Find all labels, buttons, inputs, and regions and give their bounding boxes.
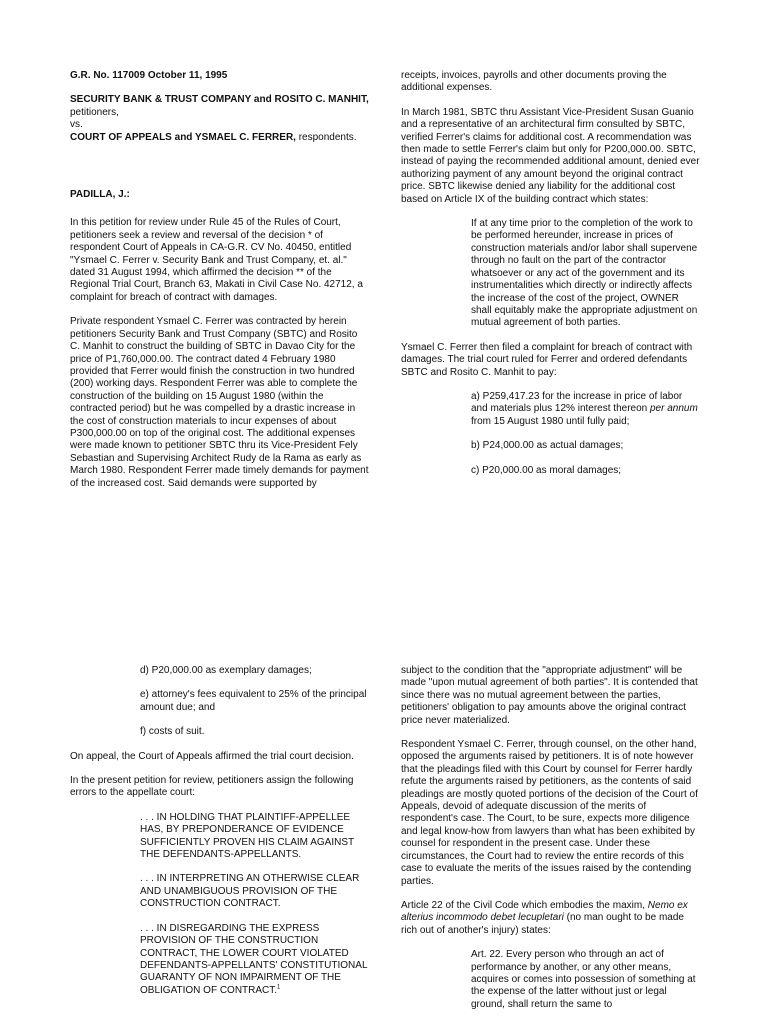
error-text: . . . IN DISREGARDING THE EXPRESS PROVISION OF THE CONSTRUCTION CONTRACT, THE LOWER COURT VIOLATED DEFENDANTS-APPELLANTS' CONSTITUTIONAL GUARANTY OF NON IMPAIRMENT OF THE OBLIGATION OF CONTRACT. [140, 922, 368, 996]
contract-quote: If at any time prior to the completion of the work to be performed hereunder, increase in prices of construction materials and/or labor shall supervene through no fault on the part of the contractor whatsoever or any act of the government and its instrumentalities which directly or indirectly affects the increase of the cost of the project, OWNER shall equitably make the appropriate adjustment on mutual agreement of both parties. [471, 218, 698, 329]
award-item: c) P20,000.00 as moral damages; [471, 464, 622, 476]
paragraph: Private respondent Ysmael C. Ferrer was contracted by herein petitioners Security Bank and Trust Company (SBTC) and Rosito C. Manhit to construct the building of SBTC in Davao City for the price of P1,760,000.00. The contract dated 4 February 1980 provided that Ferrer would finish the construction in two hundred (200) working days. Respondent Ferrer was able to complete the construction of the building on 15 August 1980 (within the contracted period) but he was compelled by a drastic increase in the cost of construction materials to incur expenses of about P300,000.00 on top of the original cost. The additional expenses were made known to petitioner SBTC thru its Vice-President Fely Sebastian and Supervising Architect Rudy de la Rama as early as March 1980. Respondent Ferrer made timely demands for payment of the increased cost. Said demands were supported by [70, 316, 369, 489]
award-text: a) P259,417.23 for the increase in price of labor and materials plus 12% interest thereon [471, 390, 683, 415]
award-italic: per annum [650, 403, 698, 415]
petitioners-name: SECURITY BANK & TRUST COMPANY and ROSITO C. MANHIT, [70, 94, 369, 106]
paragraph: In the present petition for review, petitioners assign the following errors to the appellate court: [70, 775, 354, 799]
paragraph: Respondent Ysmael C. Ferrer, through counsel, on the other hand, opposed the arguments raised by petitioners. It is of note however that the pleadings filed with this Court by counsel for Ferrer hardly refute the arguments raised by petitioners, as the contents of said pleadings are mostly quoted portions of the decision of the Court of Appeals, devoid of adequate discussion of the merits of respondent's case. The Court, to be sure, expects more diligence and legal know-how from lawyers than what has been exhibited by counsel for respondent in the present case. Under these circumstances, the Court had to review the entire records of this case to evaluate the merits of the issues raised by the contending parties. [401, 739, 698, 887]
paragraph: subject to the condition that the "appropriate adjustment" will be made "upon mutual agreement of both parties". It is contended that since there was no mutual agreement between the parties, petitioners' obligation to pay amounts above the original contract price never materialized. [401, 665, 698, 726]
paragraph [401, 900, 701, 937]
award-item: e) attorney's fees equivalent to 25% of the principal amount due; and [140, 689, 367, 713]
paragraph-text: (no man ought to be made rich out of another's injury) states: [401, 912, 684, 936]
respondents-line [70, 132, 370, 144]
case-number: G.R. No. 117009 October 11, 1995 [70, 70, 228, 81]
respondents-label: respondents. [295, 131, 357, 143]
award-text: from 15 August 1980 until fully paid; [471, 415, 630, 427]
ponente: PADILLA, J.: [70, 189, 130, 201]
petitioners-line [70, 94, 370, 119]
paragraph-text: Article 22 of the Civil Code which embodies the maxim, [401, 899, 648, 911]
document-page-2 [0, 645, 768, 1024]
page1-left-column [70, 70, 370, 502]
award-item: b) P24,000.00 as actual damages; [471, 440, 624, 452]
assigned-error: . . . IN INTERPRETING AN OTHERWISE CLEAR AND UNAMBIGUOUS PROVISION OF THE CONSTRUCTION CONTRACT. [140, 873, 360, 910]
paragraph: On appeal, the Court of Appeals affirmed the trial court decision. [70, 750, 354, 762]
paragraph: Ysmael C. Ferrer then filed a complaint for breach of contract with damages. The trial court ruled for Ferrer and ordered defendants SBTC and Rosito C. Manhit to pay: [401, 341, 693, 378]
page2-left-column [70, 665, 370, 1009]
respondents-name: COURT OF APPEALS and YSMAEL C. FERRER, [70, 131, 296, 143]
assigned-error [140, 923, 370, 997]
page2-right-column [401, 665, 701, 1023]
paragraph: In March 1981, SBTC thru Assistant Vice-President Susan Guanio and a representative of an architectural firm consulted by SBTC, verified Ferrer's claims for additional cost. A recommendation was then made to settle Ferrer's claim but only for P200,000.00. SBTC, instead of paying the recommended additional amount, denied ever authorizing payment of any amount beyond the original contract price. SBTC likewise denied any liability for the additional cost based on Article IX of the building contract which states: [401, 106, 700, 205]
award-item: d) P20,000.00 as exemplary damages; [140, 665, 312, 676]
paragraph: receipts, invoices, payrolls and other documents proving the additional expenses. [401, 70, 667, 94]
latin-maxim: Nemo ex alterius incommodo debet lecupletari [401, 899, 688, 924]
page1-right-column [401, 70, 701, 489]
assigned-error: . . . IN HOLDING THAT PLAINTIFF-APPELLEE HAS, BY PREPONDERANCE OF EVIDENCE SUFFICIENTLY PROVEN HIS CLAIM AGAINST THE DEFENDANTS-APPELLANTS. [140, 811, 354, 861]
civil-code-quote: Art. 22. Every person who through an act of performance by another, or any other means, acquires or comes into possession of something at the expense of the latter without just or legal ground, shall return the same to [471, 949, 696, 1010]
award-item: f) costs of suit. [140, 726, 205, 738]
versus: vs. [70, 119, 83, 131]
page-gap [0, 600, 768, 645]
petitioners-label: petitioners, [70, 106, 119, 118]
award-item [471, 391, 701, 428]
footnote-marker[interactable]: 1 [277, 984, 281, 991]
paragraph: In this petition for review under Rule 45 of the Rules of Court, petitioners seek a review and reversal of the decision * of respondent Court of Appeals in CA-G.R. CV No. 40450, entitled "Ysmael C. Ferrer v. Security Bank and Trust Company, et. al." dated 31 August 1994, which affirmed the decision ** of the Regional Trial Court, Branch 63, Makati in Civil Case No. 42712, a complaint for breach of contract with damages. [70, 217, 363, 303]
